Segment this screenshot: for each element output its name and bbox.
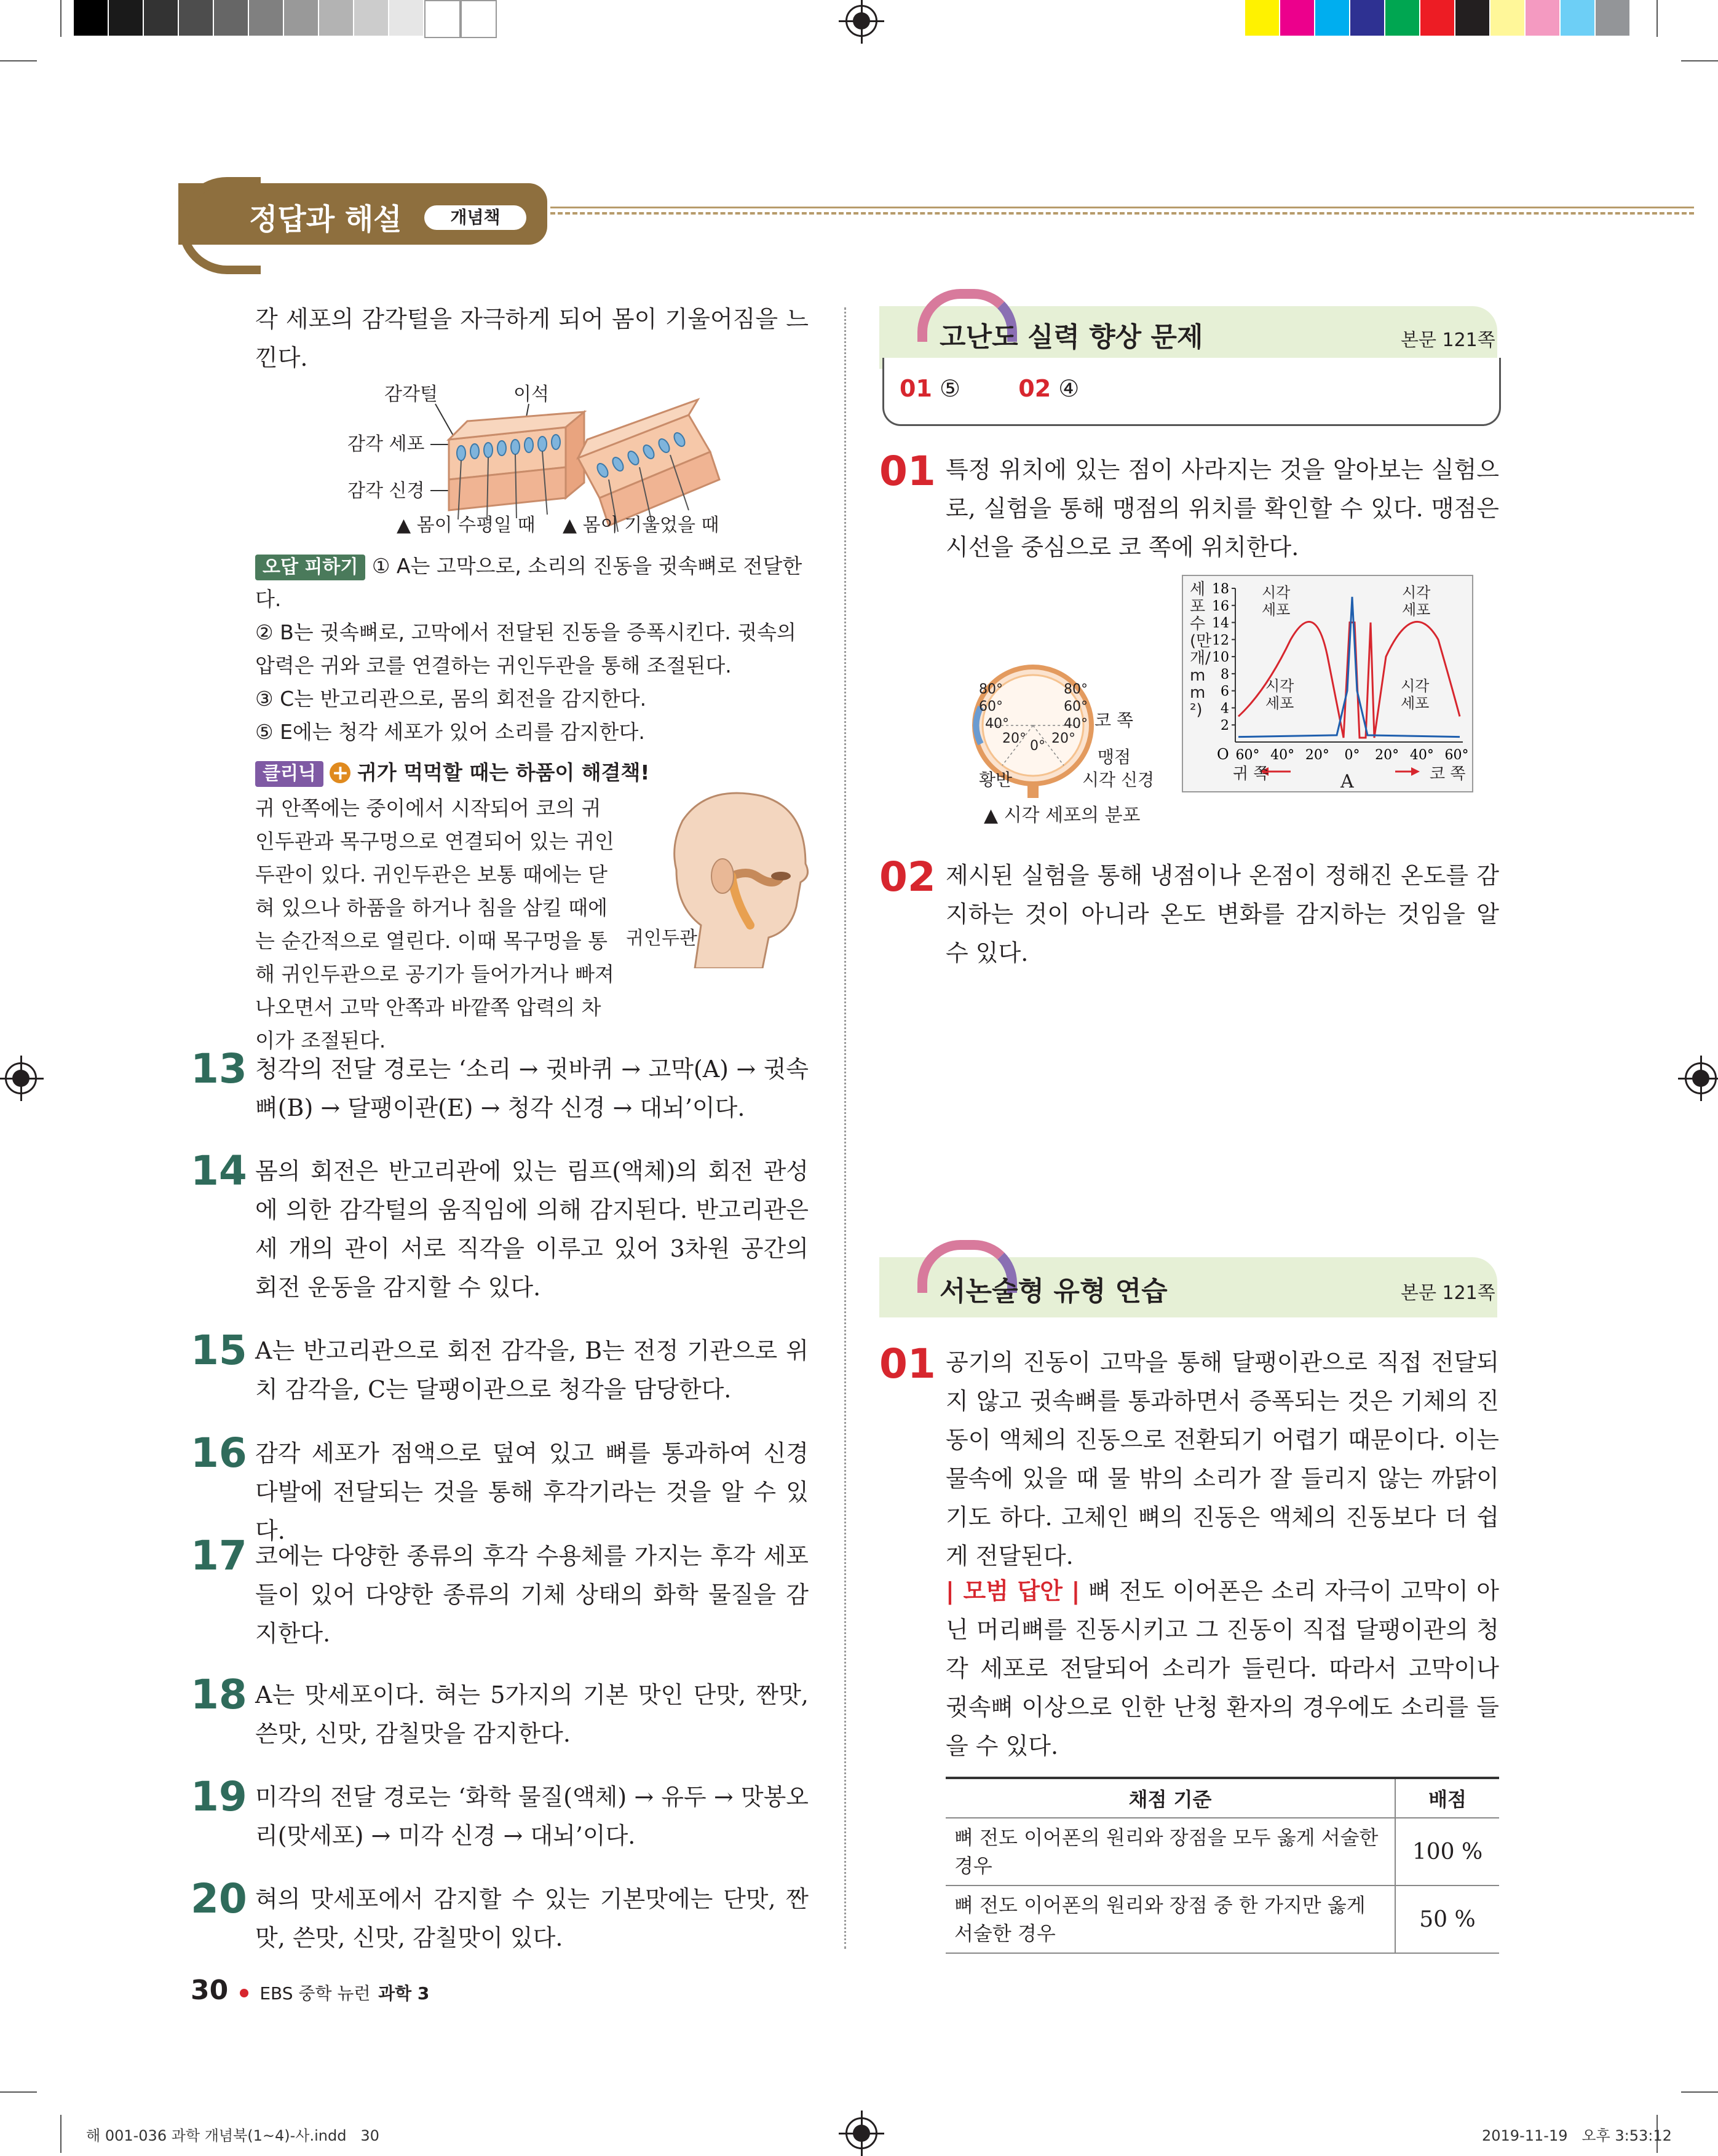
chart-point-a: A bbox=[1340, 771, 1354, 792]
q2-number: 02 bbox=[879, 853, 936, 901]
fig1-caption-horizontal: ▲ 몸이 수평일 때 bbox=[397, 515, 536, 536]
model-answer-text: 뼈 전도 이어폰은 소리 자극이 고막이 아닌 머리뼈를 진동시키고 그 진동이 직접 달팽이관의 청각 세포로 전달되어 소리가 들린다. 따라서 고막이나 귓속뼈 이상으로 인한 난청 환자의 경우에도 소리를 들을 수 있다. bbox=[946, 1578, 1499, 1759]
item-number: 20 bbox=[191, 1875, 247, 1922]
y-tick-label: 8 bbox=[1221, 666, 1229, 682]
grayscale-bar bbox=[74, 0, 497, 36]
plus-icon: + bbox=[330, 762, 350, 783]
avoid-block bbox=[255, 550, 809, 616]
fig1-label-hair: 감각털 bbox=[384, 384, 438, 405]
y-tick-label: 14 bbox=[1212, 615, 1229, 631]
grade-header-points: 배점 bbox=[1395, 1778, 1499, 1818]
column-divider bbox=[844, 307, 846, 1949]
color-bar bbox=[1245, 0, 1631, 36]
x-tick-label: 40° bbox=[1409, 748, 1434, 763]
x-tick-label: 20° bbox=[1375, 748, 1399, 763]
section-hard-ref: 본문 121쪽 bbox=[1401, 330, 1495, 351]
avoid-tag: 오답 피하기 bbox=[255, 555, 365, 580]
origin-label: O bbox=[1217, 746, 1229, 763]
horizontal-block bbox=[449, 412, 584, 521]
registration-mark-right bbox=[1685, 1062, 1717, 1094]
answer-1-value: ⑤ bbox=[939, 375, 961, 402]
model-answer bbox=[946, 1572, 1499, 1766]
item-text: A는 반고리관으로 회전 감각을, B는 전정 기관으로 위치 감각을, C는 달팽이관으로 청각을 담당한다. bbox=[255, 1337, 809, 1403]
y-tick-label: 16 bbox=[1212, 598, 1229, 614]
y-tick-label: 2 bbox=[1221, 718, 1229, 734]
avoid-item-5: ⑤ E에는 청각 세포가 있어 소리를 감지한다. bbox=[255, 720, 645, 744]
header-dashed-rule bbox=[550, 212, 1694, 215]
model-answer-tag: | 모범 답안 | bbox=[946, 1578, 1080, 1605]
subject-name: 과학 3 bbox=[378, 1983, 430, 2004]
y-tick-label: 18 bbox=[1212, 582, 1229, 597]
y-tick-label: 10 bbox=[1212, 650, 1229, 666]
x-tick-label: 0° bbox=[1344, 748, 1360, 763]
item-number: 16 bbox=[191, 1429, 247, 1477]
section-essay-ref: 본문 121쪽 bbox=[1401, 1282, 1495, 1304]
chart-label-cone-right: 시각 세포 bbox=[1402, 584, 1431, 618]
q1-number: 01 bbox=[879, 448, 936, 495]
y-tick-label: 6 bbox=[1221, 684, 1229, 700]
eye-deg: 60° bbox=[1064, 699, 1088, 714]
fig1-label-nerve: 감각 신경 bbox=[347, 480, 425, 502]
grade-row-1-criteria: 뼈 전도 이어폰의 원리와 장점을 모두 옳게 서술한 경우 bbox=[946, 1818, 1395, 1886]
fig2-caption: ▲ 시각 세포의 분포 bbox=[984, 805, 1141, 826]
chart-label-rod-right: 시각 세포 bbox=[1401, 677, 1430, 712]
answer-1-number: 01 bbox=[900, 375, 932, 402]
item-number: 14 bbox=[191, 1147, 247, 1194]
crop-mark bbox=[1681, 60, 1718, 61]
crop-mark bbox=[60, 0, 61, 37]
eye-deg: 20° bbox=[1002, 731, 1026, 746]
registration-mark-top bbox=[845, 5, 877, 37]
item-text: 몸의 회전은 반고리관에 있는 림프(액체)의 회전 관성에 의한 감각털의 움직임에 의해 감지된다. 반고리관은 세 개의 관이 서로 직각을 이루고 있어 3차원 공간의 회전 운동을 감지할 수 있다. bbox=[255, 1158, 809, 1301]
item-number: 19 bbox=[191, 1773, 247, 1820]
eye-deg: 20° bbox=[1051, 731, 1075, 746]
slug-file: 해 001-036 과학 개념북(1~4)-사.indd 30 bbox=[86, 2127, 379, 2144]
eye-deg: 40° bbox=[985, 716, 1009, 732]
avoid-item-2: ② B는 귓속뼈로, 고막에서 전달된 진동을 증폭시킨다. 귓속의 압력은 귀와 코를 연결하는 귀인두관을 통해 조절된다. bbox=[255, 620, 796, 677]
x-tick-label: 60° bbox=[1235, 748, 1260, 763]
page-footer bbox=[191, 1975, 429, 2006]
fig1-label-stone: 이석 bbox=[513, 384, 549, 405]
clinic-title: 귀가 먹먹할 때는 하품이 해결책! bbox=[357, 760, 650, 784]
item-text: 미각의 전달 경로는 ‘화학 물질(액체) → 유두 → 맛봉오리(맛세포) → 미각 신경 → 대뇌’이다. bbox=[255, 1783, 809, 1849]
registration-mark-left bbox=[5, 1062, 37, 1094]
crop-mark bbox=[1657, 0, 1658, 37]
chart-dir-right: 코 쪽 bbox=[1430, 765, 1466, 783]
item-text: 혀의 맛세포에서 감지할 수 있는 기본맛에는 단맛, 짠맛, 쓴맛, 신맛, 감칠맛이 있다. bbox=[255, 1886, 809, 1951]
section-essay-title: 서논술형 유형 연습 bbox=[940, 1276, 1168, 1307]
book-badge: 개념책 bbox=[424, 205, 526, 230]
e1-number: 01 bbox=[879, 1340, 936, 1388]
eye-label-blind-spot: 맹점 bbox=[1098, 747, 1131, 767]
x-tick-label: 60° bbox=[1444, 748, 1469, 763]
e1-text: 공기의 진동이 고막을 통해 달팽이관으로 직접 전달되지 않고 귓속뼈를 통과하면서 증폭되는 것은 기체의 진동이 액체의 진동으로 전환되기 어렵기 때문이다. 이는 물속에 있을 때 물 밖의 소리가 잘 들리지 않는 까닭이기도 하다. 고체인 뼈의 진동은 액체의 진동보다 더 쉽게 전달된다. bbox=[946, 1349, 1499, 1570]
page-title: 정답과 해설 bbox=[249, 202, 402, 237]
registration-mark-bottom bbox=[845, 2117, 877, 2149]
eye-deg: 60° bbox=[979, 699, 1003, 714]
x-tick-label: 20° bbox=[1305, 748, 1329, 763]
eye-deg: 40° bbox=[1064, 716, 1088, 732]
item-number: 15 bbox=[191, 1327, 247, 1374]
item-number: 13 bbox=[191, 1045, 247, 1092]
chart-label-rod-left: 시각 세포 bbox=[1265, 677, 1294, 712]
item-text: 청각의 전달 경로는 ‘소리 → 귓바퀴 → 고막(A) → 귓속뼈(B) → 달팽이관(E) → 청각 신경 → 대뇌’이다. bbox=[255, 1056, 809, 1121]
chart-label-cone-left: 시각 세포 bbox=[1262, 584, 1291, 618]
item-number: 17 bbox=[191, 1532, 247, 1579]
item-number: 18 bbox=[191, 1671, 247, 1718]
q2-text: 제시된 실험을 통해 냉점이나 온점이 정해진 온도를 감지하는 것이 아니라 온도 변화를 감지하는 것임을 알 수 있다. bbox=[946, 862, 1499, 966]
item-text: 코에는 다양한 종류의 후각 수용체를 가지는 후각 세포들이 있어 다양한 종류의 기체 상태의 화학 물질을 감지한다. bbox=[255, 1542, 809, 1647]
x-tick-label: 40° bbox=[1270, 748, 1295, 763]
y-tick-label: 4 bbox=[1221, 701, 1229, 717]
fig1-label-cell: 감각 세포 bbox=[347, 433, 425, 455]
grading-table bbox=[946, 1777, 1499, 1954]
page-number: 30 bbox=[191, 1975, 229, 2006]
header-rule bbox=[550, 207, 1694, 208]
eye-label-macula: 황반 bbox=[979, 770, 1013, 790]
grade-row-2-criteria: 뼈 전도 이어폰의 원리와 장점 중 한 가지만 옳게 서술한 경우 bbox=[946, 1886, 1395, 1953]
eye-deg: 0° bbox=[1030, 738, 1045, 754]
y-tick-label: 12 bbox=[1212, 633, 1229, 649]
eye-deg: 80° bbox=[979, 682, 1003, 697]
grade-row-1-points: 100 % bbox=[1395, 1818, 1499, 1886]
bullet-icon bbox=[240, 1989, 248, 1997]
avoid-item-3: ③ C는 반고리관으로, 몸의 회전을 감지한다. bbox=[255, 687, 647, 711]
clinic-label: 귀인두관 bbox=[626, 928, 697, 949]
crop-mark bbox=[1681, 2091, 1718, 2093]
eye-label-optic-nerve: 시각 신경 bbox=[1082, 770, 1155, 790]
eye-deg: 80° bbox=[1064, 682, 1088, 697]
answer-2-value: ④ bbox=[1058, 375, 1080, 402]
crop-mark bbox=[0, 60, 37, 61]
slug-date: 2019-11-19 오후 3:53:12 bbox=[1482, 2127, 1672, 2144]
avoid-item-1: ① A는 고막으로, 소리의 진동을 귓속뼈로 전달한다. bbox=[255, 554, 802, 611]
item-text: 감각 세포가 점액으로 덮여 있고 뼈를 통과하여 신경 다발에 전달되는 것을 통해 후각기라는 것을 알 수 있다. bbox=[255, 1440, 809, 1544]
book-name: EBS 중학 뉴런 bbox=[259, 1983, 371, 2004]
answer-line bbox=[900, 375, 1079, 402]
fig1-caption-tilted: ▲ 몸이 기울었을 때 bbox=[563, 515, 719, 536]
chart-dir-left: 귀 쪽 bbox=[1233, 765, 1269, 783]
q1-text: 특정 위치에 있는 점이 사라지는 것을 알아보는 실험으로, 실험을 통해 맹점의 위치를 확인할 수 있다. 맹점은 시선을 중심으로 코 쪽에 위치한다. bbox=[946, 456, 1499, 561]
arrow-right-head bbox=[1411, 767, 1420, 776]
crop-mark bbox=[60, 2115, 61, 2153]
answer-2-number: 02 bbox=[1018, 375, 1051, 402]
chart-ylabel: 세포 수(만 개/mm²) bbox=[1190, 580, 1212, 719]
intro-text: 각 세포의 감각털을 자극하게 되어 몸이 기울어짐을 느낀다. bbox=[255, 306, 809, 371]
grade-row-2-points: 50 % bbox=[1395, 1886, 1499, 1953]
crop-mark bbox=[0, 2091, 37, 2093]
grade-header-criteria: 채점 기준 bbox=[946, 1778, 1395, 1818]
eye-label-nose: 코 쪽 bbox=[1095, 710, 1133, 730]
item-text: A는 맛세포이다. 혀는 5가지의 기본 맛인 단맛, 짠맛, 쓴맛, 신맛, 감칠맛을 감지한다. bbox=[255, 1681, 809, 1747]
clinic-tag: 클리닉 bbox=[255, 761, 323, 787]
section-hard-title: 고난도 실력 향상 문제 bbox=[940, 322, 1203, 353]
clinic-text: 귀 안쪽에는 중이에서 시작되어 코의 귀인두관과 목구멍으로 연결되어 있는 귀인두관이 있다. 귀인두관은 보통 때에는 닫혀 있으나 하품을 하거나 침을 삼킬 때에는 순간적으로 열린다. 이때 목구멍을 통해 귀인두관으로 공기가 들어가거나 빠져나오면서 고막 안쪽과 바깥쪽 압력의 차이가 조절된다. bbox=[255, 796, 614, 1052]
